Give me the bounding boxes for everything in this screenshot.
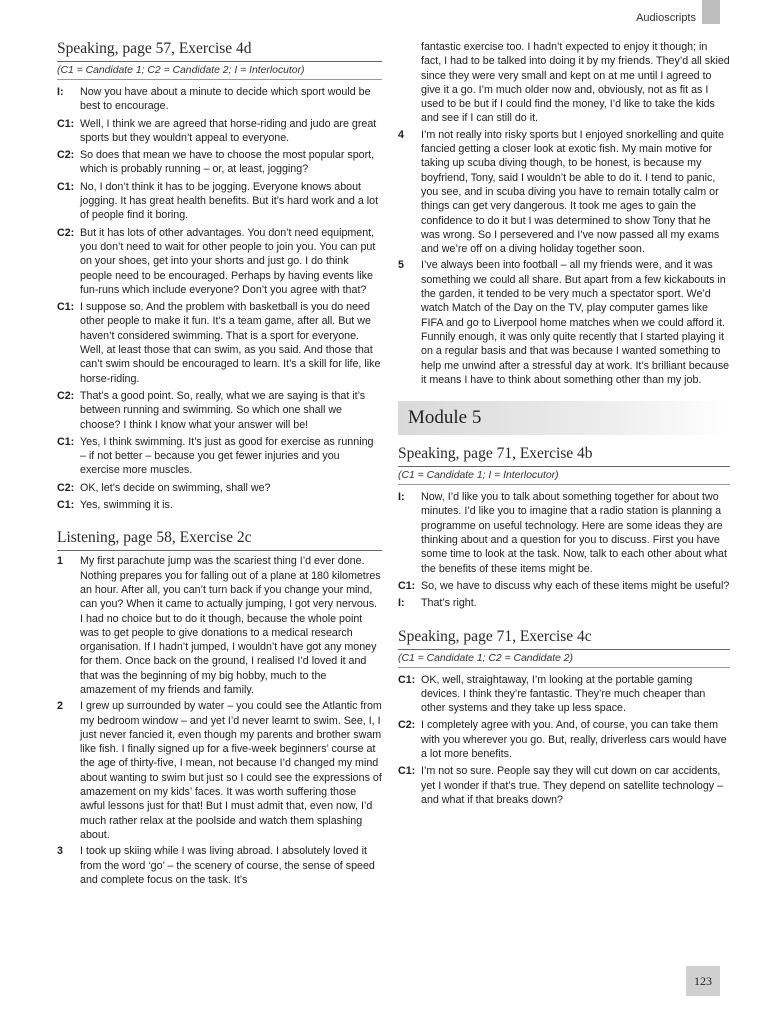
speaker-label: C1: — [57, 435, 75, 448]
dialogue-text: So does that mean we have to choose the most popular sport, which is probably running – or, at least, jogging? — [80, 149, 375, 176]
speaker-label: C1: — [57, 301, 75, 314]
section-title: Speaking, page 71, Exercise 4c — [398, 628, 730, 650]
speaker-label: C1: — [398, 579, 416, 592]
dialogue-text: I suppose so. And the problem with basketball is you do need other people to make it fun. It’s a team game, after all. But we haven’t considered swimming. That is a sport for everyone. Well, at least those that can swim, as you said. And those that can’t swim should be encouraged to learn. It’s a skill for life, like horse-riding. — [80, 301, 381, 385]
dialogue-line — [57, 498, 382, 512]
item-text: I’ve always been into football – all my friends were, and it was something we could all share. But apart from a few kickabouts in the garden, it tended to be very much a spectator sport. We’d watch Match of the Day on the TV, play computer games like FIFA and go to Liverpool home matches when we could afford it. Funnily enough, it was only quite recently that I started playing it on a regular basis and that was because I wanted something to help me unwind after a stressful day at work. It’s brilliant because it means I have to think about something other than my job. — [421, 259, 730, 386]
running-head: Audioscripts — [636, 12, 696, 24]
item-number: 2 — [57, 700, 63, 713]
item-text: I grew up surrounded by water – you could see the Atlantic from my bedroom window – and yet I’d never learnt to swim. See, I, I just never fancied it, even though my parents and brother swam like fish. I finally signed up for a five-week beginners’ course at the age of thirty-five, I mean, not because I’d changed my mind about wanting to swim but just so I could see the expressions of amazement on my kids’ faces. It was worth suffering those awful lessons just for that! But I must admit that, even now, I’d much rather relax at the poolside and watch them splashing about. — [80, 700, 382, 841]
dialogue-text: That’s right. — [421, 597, 477, 610]
numbered-item — [57, 699, 382, 842]
item-text: fantastic exercise too. I hadn’t expected to enjoy it though; in fact, I had to be talked into doing it by my friends. They’d all skied since they were very small and kept on at me until I agreed to give it a go. I’m much older now and, obviously, not as fit as I used to be but if I could find the money, I’d like to take the kids and see if I can still do it. — [421, 41, 730, 125]
numbered-item — [57, 554, 382, 697]
speaker-label: C2: — [57, 389, 75, 402]
dialogue-line — [57, 180, 382, 223]
speaker-label: C2: — [57, 481, 75, 494]
item-number: 3 — [57, 845, 63, 858]
dialogue-line — [57, 481, 382, 495]
dialogue-line — [57, 148, 382, 177]
dialogue-text: I’m not so sure. People say they will cut down on car accidents, yet I wonder if that’s true. They depend on satellite technology – and what if that breaks down? — [421, 765, 724, 806]
speaker-key: (C1 = Candidate 1; I = Interlocutor) — [398, 470, 730, 485]
dialogue-text: Yes, swimming it is. — [80, 499, 173, 512]
dialogue-text: But it has lots of other advantages. You don’t need equipment, you don’t need to wait for other people to join you. You can put on your shoes, get into your shorts and just go. I do think people need to be encouraged. Perhaps by having events like fun-runs which include everyone? Don’t you agree with that? — [80, 226, 376, 296]
speaker-label: I: — [398, 597, 405, 610]
numbered-item — [398, 128, 730, 257]
section-title: Listening, page 58, Exercise 2c — [57, 529, 382, 551]
dialogue-line — [398, 490, 730, 576]
dialogue-text: Now, I’d like you to talk about something together for about two minutes. I’d like you to imagine that a radio station is planning a programme on useful technology. Here are some ideas they are thinking about and a question for you to discuss. First you have some time to look at the task. Now, talk to each other about what the benefits of these items might be. — [421, 491, 727, 575]
item-number: 4 — [398, 128, 404, 141]
speaker-label: I: — [57, 86, 64, 98]
dialogue-line — [398, 596, 730, 610]
dialogue-line — [57, 226, 382, 297]
speaker-key: (C1 = Candidate 1; C2 = Candidate 2) — [398, 653, 730, 668]
speaker-label: C2: — [57, 149, 75, 162]
speaker-label: C1: — [57, 180, 75, 193]
speaker-label: C2: — [57, 226, 75, 239]
corner-tab — [702, 0, 720, 24]
dialogue-text: OK, well, straightaway, I’m looking at the portable gaming devices. I think they’re fantastic. They’re much cheaper than other systems and they take up less space. — [421, 673, 706, 715]
dialogue-text: Now you have about a minute to decide which sport would be best to encourage. — [80, 86, 371, 113]
continuation-text — [398, 40, 730, 126]
speaker-label: C1: — [398, 673, 416, 686]
page-number: 123 — [686, 966, 720, 996]
speaker-label: C2: — [398, 719, 416, 732]
dialogue-line — [398, 673, 730, 716]
right-column — [398, 40, 730, 810]
dialogue-text: No, I don’t think it has to be jogging. Everyone knows about jogging. It has great health benefits. But it’s hard work and a lot of people find it boring. — [80, 180, 379, 222]
dialogue-text: Well, I think we are agreed that horse-riding and judo are great sports but they wouldn’t appeal to everyone. — [80, 117, 377, 144]
item-text: I’m not really into risky sports but I enjoyed snorkelling and quite fancied getting a closer look at exotic fish. My main motive for taking up scuba diving though, to be honest, is because my boyfriend, Tony, said I wouldn’t be able to do it. I tend to panic, you see, and in scuba diving you have to remain totally calm or things can get very dangerous. It took me ages to gain the confidence to do it but I was determined to show Tony that he was wrong. So I persevered and I’ve now passed all my exams and we’re off on a diving holiday together soon. — [421, 128, 724, 256]
dialogue-line — [57, 85, 382, 114]
dialogue-line — [57, 300, 382, 386]
section-title: Speaking, page 57, Exercise 4d — [57, 40, 382, 62]
dialogue-line — [57, 389, 382, 432]
speaker-label: I: — [398, 491, 405, 504]
dialogue-text: So, we have to discuss why each of these items might be useful? — [421, 579, 730, 592]
speaker-label: C1: — [57, 499, 75, 512]
section-title: Speaking, page 71, Exercise 4b — [398, 445, 730, 467]
item-text: My first parachute jump was the scariest thing I’d ever done. Nothing prepares you for falling out of a plane at 180 kilometres an hour. After all, you can’t turn back if you change your mind, can you? When it came to actually jumping, I got very nervous. I had no choice but to do it though, because the whole point was to get people to give donations to a medical research organisation. If I hadn’t jumped, I wouldn’t have got any money for them. Once back on the ground, I realised I’d loved it and that was the beginning of my big hobby, much to the amazement of my friends and family. — [80, 555, 381, 696]
numbered-item — [57, 844, 382, 887]
dialogue-line — [57, 435, 382, 478]
dialogue-line — [57, 117, 382, 146]
dialogue-text: I completely agree with you. And, of course, you can take them with you wherever you go. But, really, driverless cars would have a lot more benefits. — [421, 719, 727, 760]
numbered-item — [398, 258, 730, 387]
dialogue-line — [398, 579, 730, 593]
dialogue-line — [398, 764, 730, 807]
dialogue-text: Yes, I think swimming. It’s just as good for exercise as running – if not better – because you get fewer injuries and you exercise more muscles. — [80, 435, 374, 477]
left-column — [57, 40, 382, 889]
dialogue-line — [398, 718, 730, 761]
item-text: I took up skiing while I was living abroad. I absolutely loved it from the word ‘go’ – the scenery of course, the sense of speed and complete focus on the task. It’s — [80, 845, 375, 886]
dialogue-text: OK, let’s decide on swimming, shall we? — [80, 481, 271, 494]
speaker-label: C1: — [57, 117, 75, 130]
item-number: 5 — [398, 259, 404, 272]
module-heading: Module 5 — [398, 401, 730, 435]
speaker-label: C1: — [398, 765, 416, 778]
dialogue-text: That’s a good point. So, really, what we are saying is that it’s between running and swimming. So which one shall we choose? I think I know what your answer will be! — [80, 389, 366, 431]
item-number: 1 — [57, 555, 63, 568]
speaker-key: (C1 = Candidate 1; C2 = Candidate 2; I = Interlocutor) — [57, 65, 382, 80]
